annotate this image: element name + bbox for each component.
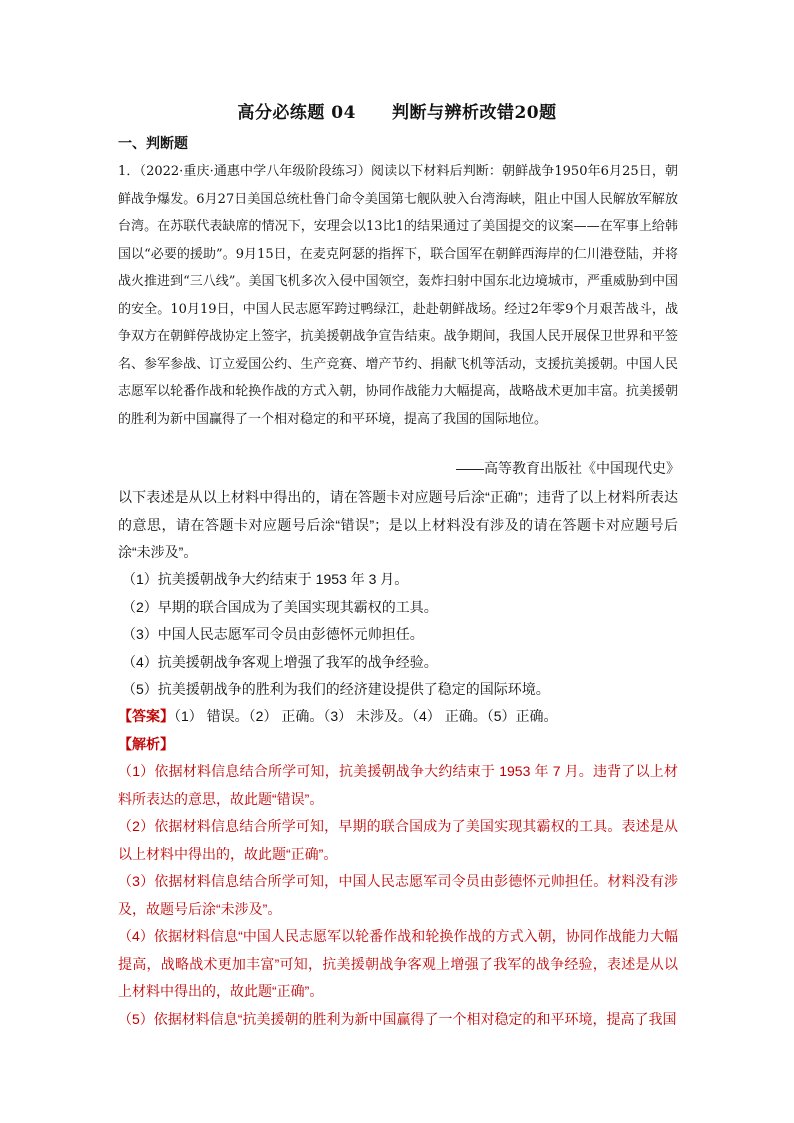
answer-text: （1） 错误。（2） 正确。（3） 未涉及。（4） 正确。（5）正确。 (174, 708, 558, 724)
analysis-item: （1）依据材料信息结合所学可知，抗美援朝战争大约结束于 1953 年 7 月。违背了以上材料所表达的意思，故此题“错误”。 (118, 763, 678, 807)
page-title (0, 98, 794, 123)
statement-item: （1）抗美援朝战争大约结束于 1953 年 3 月。 (122, 571, 409, 587)
analysis-item: （2）依据材料信息结合所学可知，早期的联合国成为了美国实现其霸权的工具。表述是从以上材料中得出的，故此题“正确”。 (118, 818, 678, 862)
material-source: ——高等教育出版社《中国现代史》 (456, 460, 680, 476)
statement-list (118, 566, 678, 704)
statement-item: （4）抗美援朝战争客观上增强了我军的战争经验。 (122, 653, 438, 670)
answer-line (118, 703, 678, 731)
question-instruction: 以下表述是从以上材料中得出的，请在答题卡对应题号后涂“正确”；违背了以上材料所表达的意思，请在答题卡对应题号后涂“错误”；是以上材料没有涉及的请在答题卡对应题号后涂“未涉及”。 (118, 489, 678, 560)
analysis-item: （3）依据材料信息结合所学可知，中国人民志愿军司令员由彭德怀元帅担任。材料没有涉及，故题号后涂“未涉及”。 (118, 873, 678, 917)
title-part-1: 高分必练题 04 (237, 103, 356, 123)
statement-item: （2）早期的联合国成为了美国实现其霸权的工具。 (122, 598, 438, 615)
statement-item: （5）抗美援朝战争的胜利为我们的经济建设提供了稳定的国际环境。 (122, 681, 550, 697)
analysis-item: （4）依据材料信息“中国人民志愿军以轮番作战和轮换作战的方式入朝，协同作战能力大幅提高，战略战术更加丰富”可知，抗美援朝战争客观上增强了我军的战争经验，表述是从以上材料中得出的，故此题“正确”。 (118, 928, 678, 999)
analysis-label: 【解析】 (118, 736, 174, 752)
analysis-item: （5）依据材料信息“抗美援朝的胜利为新中国赢得了一个相对稳定的和平环境，提高了我国 (118, 1010, 677, 1027)
title-part-2: 判断与辨析改错20题 (391, 103, 557, 123)
section-heading: 一、判断题 (118, 136, 188, 152)
answer-label: 【答案】 (118, 708, 174, 724)
statement-item: （3）中国人民志愿军司令员由彭德怀元帅担任。 (122, 626, 424, 642)
question-material: 1．（2022·重庆·通惠中学八年级阶段练习）阅读以下材料后判断：朝鲜战争1950年6月25日，朝鲜战争爆发。6月27日美国总统杜鲁门命令美国第七舰队驶入台湾海峡，阻止中国人民解放军解放台湾。在苏联代表缺席的情况下，安理会以13比1的结果通过了美国提交的议案——在军事上给韩国以“必要的援助”。9月15日，在麦克阿瑟的指挥下，联合国军在朝鲜西海岸的仁川港登陆，并将战火推进到“三八线”。美国飞机多次入侵中国领空，轰炸扫射中国东北边境城市，严重威胁到中国的安全。10月19日，中国人民志愿军跨过鸭绿江，赴赴朝鲜战场。经过2年零9个月艰苦战斗，战争双方在朝鲜停战协定上签字，抗美援朝战争宣告结束。战争期间，我国人民开展保卫世界和平签名、参军参战、订立爱国公约、生产竞赛、增产节约、捐献飞机等活动，支援抗美援朝。中国人民志愿军以轮番作战和轮换作战的方式入朝，协同作战能力大幅提高，战略战术更加丰富。抗美援朝的胜利为新中国赢得了一个相对稳定的和平环境，提高了我国的国际地位。 (118, 164, 678, 427)
analysis-block (118, 758, 678, 1033)
